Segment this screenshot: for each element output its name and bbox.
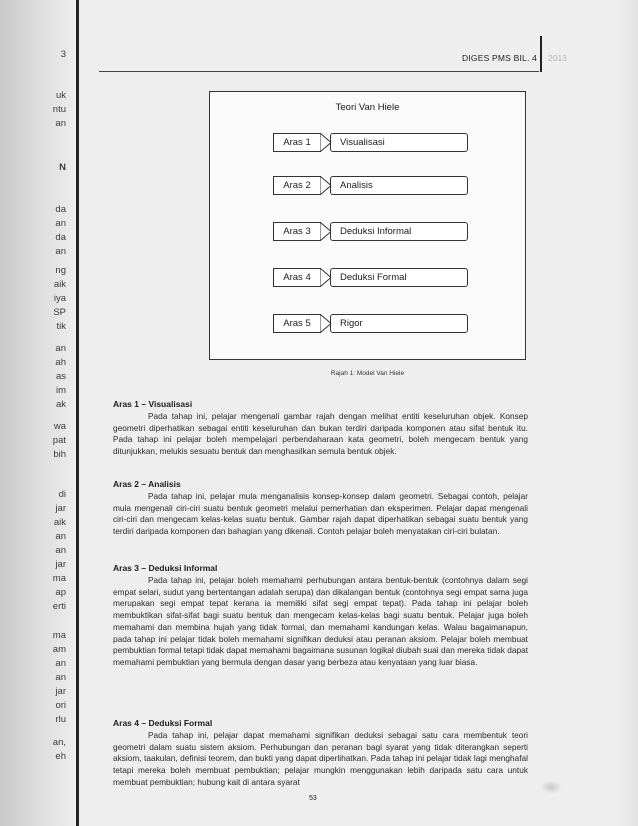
facing-page-fragment: di — [58, 489, 66, 500]
section-heading-aras-3: Aras 3 – Deduksi Informal — [113, 563, 218, 573]
facing-page-fragment: ah — [55, 357, 66, 368]
section-body-aras-1: Pada tahap ini, pelajar mengenali gambar rajah dengan melihat entiti keseluruhan objek. Konsep geometri diperhatikan sebagai entiti keseluruhan dan bukan terdiri daripada komponen atau sifat bentuk itu. Pada tahap ini pelajar boleh mempelajari perbendaharaan kata geometri, boleh mengecam bentuk yang ditunjukkan, melukis sesuatu bentuk dan menghasilkan semula bentuk objek. — [113, 411, 528, 457]
figure-title: Teori Van Hiele — [335, 102, 400, 113]
section-body-aras-3: Pada tahap ini, pelajar boleh memahami perhubungan antara bentuk-bentuk (contohnya dalam segi empat selari, sudut yang bertentangan adalah serupa) dan dikalangan bentuk (contohnya segi empat sama juga merupakan segi empat tepat kerana ia memiliki sifat segi empat tepat). Pada tahap ini pelajar boleh membuktikan sifat-sifat bagi suatu bentuk dan mengecam kelas-kelas bagi suatu bentuk. Pelajar juga boleh memahami dan membina hujah yang tidak formal, dan memahami kandungan kelas. Walau bagaimanapun, pada tahap ini pelajar tidak boleh memahami signifikan deduksi atau peranan aksiom. Pelajar boleh membuat pembuktian formal tetapi tidak dapat memahami bagaimana susunan logikal diubah suai dan mereka tidak dapat memahami pembuktian yang bermula dengan dasar yang berbeza atau kenyataan yang luar biasa. — [113, 575, 528, 667]
facing-page-fragment: rlu — [55, 714, 66, 725]
facing-page-fragment: 3 — [60, 49, 66, 60]
facing-page-fragment: an — [55, 246, 66, 257]
level-stage: Deduksi Formal — [330, 268, 468, 287]
book-gutter — [76, 0, 79, 826]
level-label: Aras 3 — [273, 222, 321, 241]
facing-page-fragment: ak — [55, 399, 66, 410]
level-stage: Visualisasi — [330, 133, 468, 152]
facing-page-fragment: da — [55, 204, 66, 215]
facing-page-fragment: SP — [53, 307, 66, 318]
facing-page-fragment: aik — [53, 279, 66, 290]
section-heading-aras-2: Aras 2 – Analisis — [113, 479, 181, 489]
facing-page-fragment: tik — [56, 321, 66, 332]
scan-smudge — [540, 780, 562, 794]
facing-page-fragment: uk — [55, 90, 66, 101]
facing-page-fragment: ntu — [52, 104, 66, 115]
facing-page-fragment: im — [55, 385, 66, 396]
facing-page-fragment: ori — [55, 700, 66, 711]
facing-page-fragment: jar — [55, 503, 66, 514]
facing-page-fragment: jar — [55, 559, 66, 570]
level-stage: Deduksi Informal — [330, 222, 468, 241]
facing-page-text-fragments — [0, 0, 70, 826]
facing-page-fragment: ma — [52, 630, 66, 641]
facing-page-fragment: aik — [53, 517, 66, 528]
facing-page-fragment: pat — [52, 435, 66, 446]
facing-page-fragment: an — [55, 218, 66, 229]
facing-page-fragment: wa — [53, 421, 66, 432]
facing-page-fragment: N — [59, 162, 66, 173]
facing-page-fragment: an — [55, 531, 66, 542]
facing-page-fragment: an — [55, 545, 66, 556]
header-publication: DIGES PMS BIL. 4 — [462, 53, 538, 63]
section-heading-aras-1: Aras 1 – Visualisasi — [113, 399, 193, 409]
header-year: 2013 — [548, 53, 567, 63]
facing-page-fragment: da — [55, 232, 66, 243]
facing-page-fragment: bih — [53, 449, 66, 460]
level-label: Aras 5 — [273, 314, 321, 333]
level-label: Aras 2 — [273, 176, 321, 195]
facing-page-fragment: am — [52, 644, 66, 655]
facing-page-fragment: an — [55, 672, 66, 683]
figure-caption: Rajah 1: Model Van Hiele — [330, 370, 405, 377]
facing-page-fragment: jar — [55, 686, 66, 697]
facing-page-fragment: ma — [52, 573, 66, 584]
section-body-aras-2: Pada tahap ini, pelajar mula menganalisis konsep-konsep dalam geometri. Sebagai contoh, pelajar mula mengenali ciri-ciri suatu bentuk geometri melalui pemerhatian dan eksperimen. Pelajar dapat mengenali ciri-ciri dan mengecam kelas-kelas suatu bentuk. Gambar rajah dapat diperhatikan sebagai suatu bentuk yang terdiri daripada komponen dan bahagian yang dikenali. Contoh pelajar boleh menyatakan ciri-ciri bulatan. — [113, 491, 528, 537]
facing-page-fragment: iya — [53, 293, 66, 304]
section-body-aras-4: Pada tahap ini, pelajar dapat memahami signifikan deduksi sebagai satu cara membentuk teori geometri dalam suatu sistem aksiom. Perhubungan dan peranan bagi syarat yang tidak diterangkan seperti aksiom, taakulan, definisi teorem, dan bukti yang dapat diperlihatkan. Pada tahap ini pelajar tidak lagi menghafal tetapi mereka boleh membuat pembuktian; pelajar mungkin menggunakan lebih daripada satu cara untuk membuat pembuktian; hubung kait di antara syarat — [113, 730, 528, 787]
facing-page-fragment: erti — [52, 601, 66, 612]
facing-page-fragment: eh — [55, 751, 66, 762]
page-edge-shade — [618, 0, 638, 826]
header-rule — [99, 71, 539, 72]
facing-page-fragment: as — [55, 371, 66, 382]
header-divider — [540, 36, 542, 72]
facing-page-fragment: an, — [52, 737, 66, 748]
level-label: Aras 4 — [273, 268, 321, 287]
page-number: 53 — [309, 795, 317, 802]
facing-page-fragment: ap — [55, 587, 66, 598]
section-heading-aras-4: Aras 4 – Deduksi Formal — [113, 718, 213, 728]
level-stage: Rigor — [330, 314, 468, 333]
level-label: Aras 1 — [273, 133, 321, 152]
facing-page-fragment: ng — [55, 265, 66, 276]
facing-page-fragment: an — [55, 658, 66, 669]
facing-page-fragment: an — [55, 118, 66, 129]
facing-page-fragment: an — [55, 343, 66, 354]
level-stage: Analisis — [330, 176, 468, 195]
